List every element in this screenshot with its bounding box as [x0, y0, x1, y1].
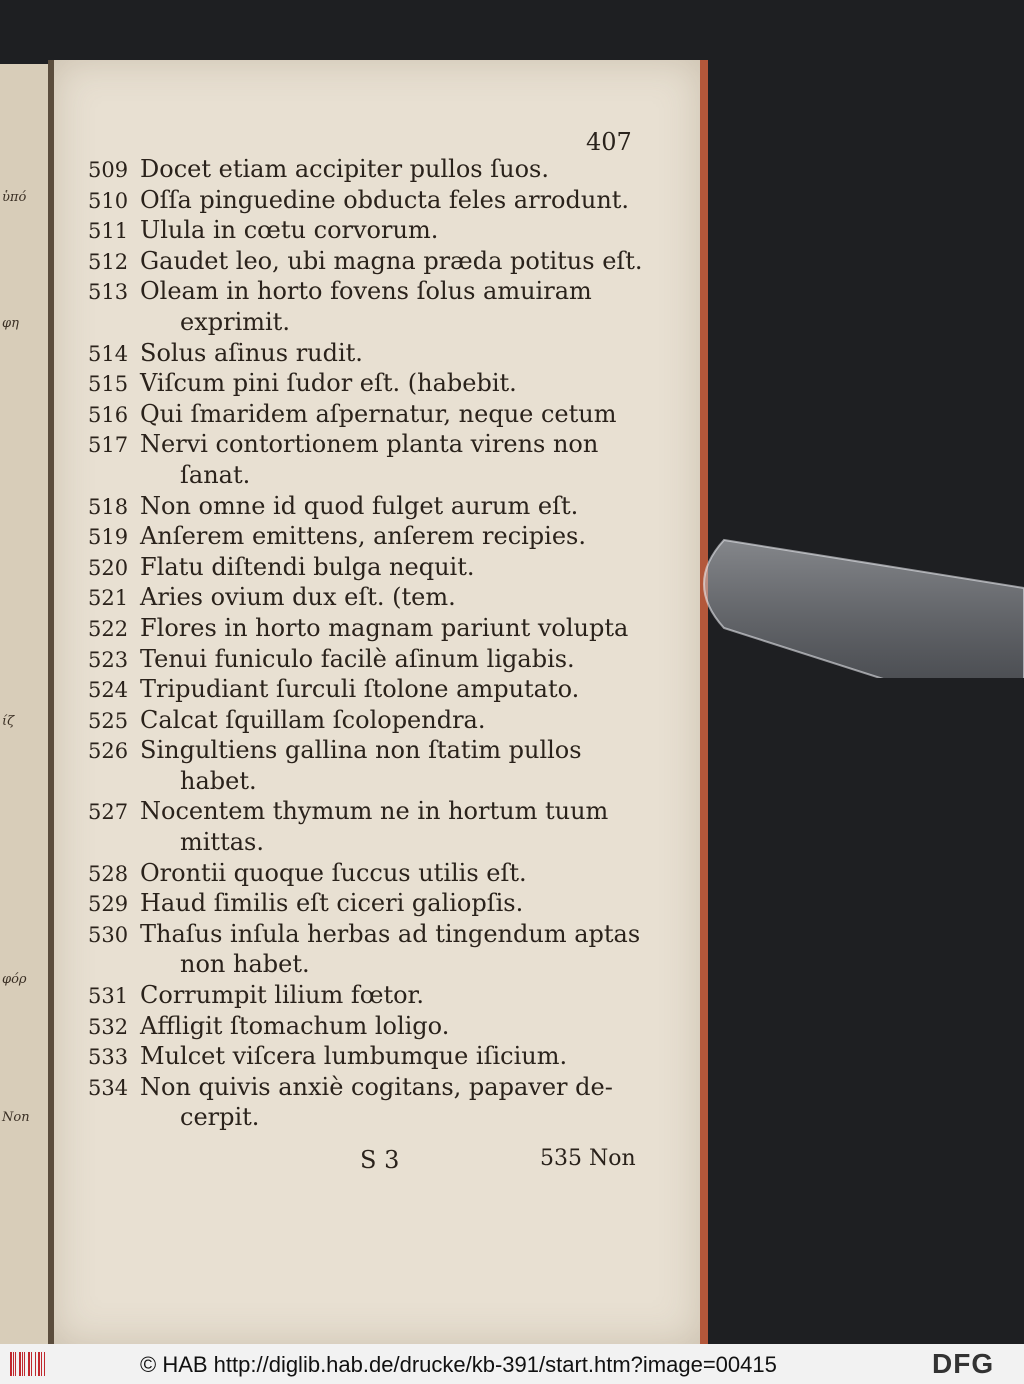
- text-line: [88, 154, 648, 185]
- line-text: Gaudet leo, ubi magna præda potitus eſt.: [140, 246, 643, 275]
- text-line: [88, 1041, 648, 1072]
- line-number: 526: [88, 739, 129, 764]
- line-text: Oleam in horto fovens ſolus amuiram: [140, 277, 592, 306]
- line-number: 515: [88, 372, 129, 397]
- text-line: [88, 1011, 648, 1042]
- line-text: Flatu diſtendi bulga nequit.: [140, 552, 475, 581]
- line-text: Aries ovium dux eſt. (tem.: [140, 583, 456, 612]
- text-line: [88, 980, 648, 1011]
- line-text: Tripudiant ſurculi ſtolone amputato.: [140, 675, 580, 704]
- text-line: [88, 521, 648, 552]
- text-line: [88, 185, 648, 216]
- left-page-fragment: [0, 64, 52, 1344]
- line-number: 513: [88, 280, 129, 305]
- line-number: 521: [88, 586, 129, 611]
- barcode-bar: [19, 1352, 21, 1376]
- text-line: [88, 368, 648, 399]
- line-number: 519: [88, 525, 129, 550]
- text-line: [88, 644, 648, 675]
- line-number: 524: [88, 678, 129, 703]
- barcode-bar: [24, 1352, 25, 1376]
- copyright-link[interactable]: © HAB http://diglib.hab.de/drucke/kb-391/start.htm?image=00415: [140, 1352, 777, 1377]
- text-line: [88, 888, 648, 919]
- signature-mark: S 3: [360, 1146, 400, 1174]
- left-margin-text: ὑπό: [2, 190, 27, 205]
- text-line: [88, 582, 648, 613]
- line-number: 528: [88, 861, 129, 886]
- line-number: 523: [88, 647, 129, 672]
- line-number: 530: [88, 922, 129, 947]
- line-number: 512: [88, 249, 129, 274]
- text-line: [88, 338, 648, 369]
- line-number: 511: [88, 219, 129, 244]
- line-number: 509: [88, 158, 129, 182]
- text-line: [88, 399, 648, 430]
- plastic-page-holder: [684, 528, 1024, 678]
- line-number: 518: [88, 494, 129, 519]
- text-line: [88, 674, 648, 705]
- line-text: Affligit ſtomachum loligo.: [140, 1011, 450, 1040]
- line-text: habet.: [180, 766, 257, 795]
- barcode-bar: [13, 1352, 14, 1376]
- line-text: Anſerem emittens, anſerem recipies.: [140, 522, 586, 551]
- footer-bar: [0, 1344, 1024, 1384]
- line-text: Viſcum pini ſudor eſt. (habebit.: [140, 369, 517, 398]
- barcode-bar: [44, 1352, 45, 1376]
- line-number: 534: [88, 1075, 129, 1100]
- line-number: 525: [88, 708, 129, 733]
- line-text: ſanat.: [180, 460, 251, 489]
- barcode-bar: [41, 1352, 42, 1376]
- barcode-bar: [31, 1352, 32, 1376]
- line-text: Nervi contortionem planta virens non: [140, 430, 599, 459]
- line-text: mittas.: [180, 828, 264, 857]
- barcode-bar: [10, 1352, 12, 1376]
- text-line: [88, 1072, 648, 1103]
- text-line: [88, 552, 648, 583]
- line-number: 514: [88, 341, 129, 366]
- barcode-bar: [38, 1352, 40, 1376]
- line-text: Qui ſmaridem aſpernatur, neque cetum: [140, 399, 617, 428]
- line-text: Flores in horto magnam pariunt volupta: [140, 613, 629, 642]
- text-line: [88, 949, 648, 980]
- barcode-icon: [8, 1350, 48, 1378]
- barcode-bar: [28, 1352, 30, 1376]
- barcode-bar: [22, 1352, 23, 1376]
- left-margin-text: φόρ: [2, 972, 27, 987]
- text-line: [88, 735, 648, 766]
- line-text: Non omne id quod fulget aurum eſt.: [140, 491, 579, 520]
- text-line: [88, 307, 648, 338]
- text-line: [88, 1102, 648, 1133]
- line-text: Non quivis anxiè cogitans, papaver de-: [140, 1072, 613, 1101]
- page-number: 407: [586, 128, 632, 156]
- text-line: [88, 491, 648, 522]
- text-line: [88, 827, 648, 858]
- text-block: [88, 154, 648, 1133]
- line-text: non habet.: [180, 950, 310, 979]
- line-number: 516: [88, 402, 129, 427]
- left-margin-text: φη: [2, 316, 19, 331]
- line-text: Ulula in cœtu corvorum.: [140, 216, 439, 245]
- text-line: [88, 796, 648, 827]
- text-line: [88, 429, 648, 460]
- line-number: 520: [88, 555, 129, 580]
- line-text: Oſſa pinguedine obducta feles arrodunt.: [140, 185, 630, 214]
- line-text: Singultiens gallina non ſtatim pullos: [140, 736, 582, 765]
- text-line: [88, 766, 648, 797]
- text-line: [88, 215, 648, 246]
- line-text: Mulcet viſcera lumbumque iſicium.: [140, 1042, 568, 1071]
- line-number: 532: [88, 1014, 129, 1039]
- line-number: 527: [88, 800, 129, 825]
- line-text: Calcat ſquillam ſcolopendra.: [140, 705, 486, 734]
- line-text: Orontii quoque ſuccus utilis eſt.: [140, 858, 527, 887]
- line-number: 522: [88, 616, 129, 641]
- text-line: [88, 613, 648, 644]
- catchword: 535 Non: [540, 1146, 636, 1171]
- line-text: Tenui funiculo facilè aſinum ligabis.: [140, 644, 575, 673]
- line-text: cerpit.: [180, 1103, 260, 1132]
- line-text: Thaſus inſula herbas ad tingendum aptas: [140, 919, 641, 948]
- line-text: Corrumpit lilium fœtor.: [140, 981, 425, 1010]
- dfg-logo: DFG: [932, 1348, 995, 1379]
- text-line: [88, 705, 648, 736]
- text-line: [88, 919, 648, 950]
- barcode-bar: [15, 1352, 16, 1376]
- line-text: Haud ſimilis eſt ciceri galiopſis.: [140, 889, 524, 918]
- text-line: [88, 858, 648, 889]
- barcode-bar: [35, 1352, 36, 1376]
- line-number: 510: [88, 188, 129, 213]
- line-number: 517: [88, 433, 129, 458]
- text-line: [88, 460, 648, 491]
- line-number: 533: [88, 1045, 129, 1070]
- text-line: [88, 246, 648, 277]
- line-text: Nocentem thymum ne in hortum tuum: [140, 797, 609, 826]
- line-number: 531: [88, 984, 129, 1009]
- left-margin-text: ίζ: [2, 714, 15, 729]
- left-margin-text: Non: [2, 1110, 30, 1125]
- line-text: Docet etiam accipiter pullos ſuos.: [140, 155, 549, 183]
- text-line: [88, 276, 648, 307]
- line-number: 529: [88, 892, 129, 917]
- line-text: exprimit.: [180, 307, 290, 336]
- line-text: Solus aſinus rudit.: [140, 338, 363, 367]
